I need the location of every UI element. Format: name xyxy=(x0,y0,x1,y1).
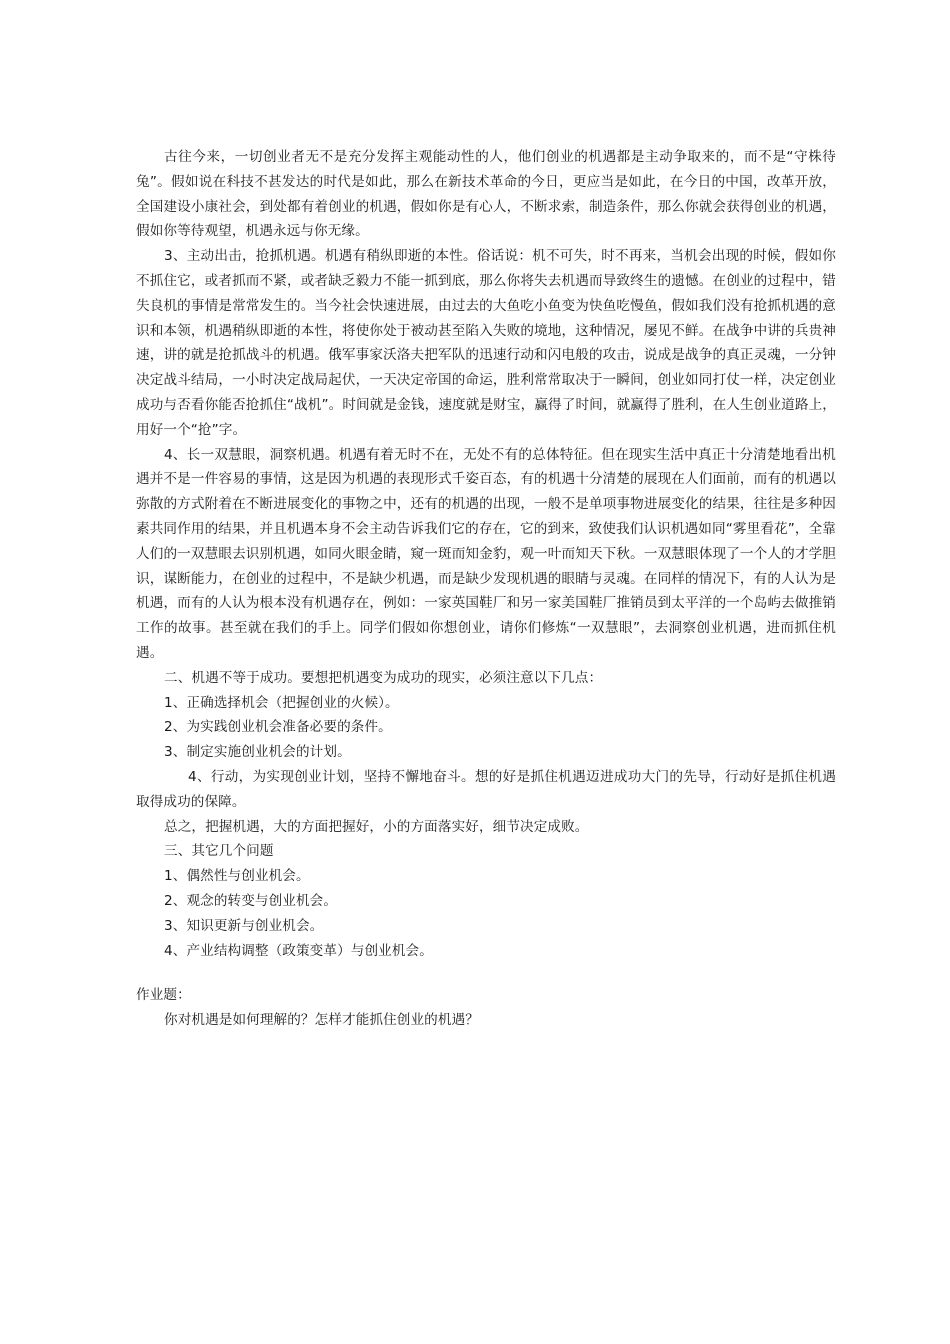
paragraph: 3、制定实施创业机会的计划。 xyxy=(164,744,351,761)
paragraph: 4、长一双慧眼，洞察机遇。机遇有着无时不在，无处不有的总体特征。但在现实生活中真正十分清楚地看出机遇并不是一件容易的事情，这是因为机遇的表现形式千姿百态，有的机遇十分清楚的展现在人们面前，而有的机遇以弥散的方式附着在不断进展变化的事物之中，还有的机遇的出现，一般不是单项事物进展变化的结果，往往是多种因素共同作用的结果，并且机遇本身不会主动告诉我们它的存在，它的到来，致使我们认识机遇如同“雾里看花”，全靠人们的一双慧眼去识别机遇，如同火眼金睛，窥一斑而知金豹，观一叶而知天下秋。一双慧眼体现了一个人的才学胆识，谋断能力，在创业的过程中，不是缺少机遇，而是缺少发现机遇的眼睛与灵魂。在同样的情况下，有的人认为是机遇，而有的人认为根本没有机遇存在，例如：一家英国鞋厂和另一家美国鞋厂推销员到太平洋的一个岛屿去做推销工作的故事。甚至就在我们的手上。同学们假如你想创业，请你们修炼“一双慧眼”，去洞察创业机遇，进而抓住机遇。 xyxy=(136,446,836,661)
document-page xyxy=(136,145,836,1033)
paragraph: 4、行动，为实现创业计划，坚持不懈地奋斗。想的好是抓住机遇迈进成功大门的先导，行动好是抓住机遇取得成功的保障。 xyxy=(136,768,836,810)
paragraph: 1、正确选择机会（把握创业的火候）。 xyxy=(164,694,399,711)
paragraph: 3、主动出击，抢抓机遇。机遇有稍纵即逝的本性。俗话说：机不可失，时不再来，当机会出现的时候，假如你不抓住它，或者抓而不紧，或者缺乏毅力不能一抓到底，那么你将失去机遇而导致终生的遗憾。在创业的过程中，错失良机的事情是常常发生的。当今社会快速进展，由过去的大鱼吃小鱼变为快鱼吃慢鱼，假如我们没有抢抓机遇的意识和本领，机遇稍纵即逝的本性，将使你处于被动甚至陷入失败的境地，这种情况，屡见不鲜。在战争中讲的兵贵神速，讲的就是抢抓战斗的机遇。俄军事家沃洛夫把军队的迅速行动和闪电般的攻击，说成是战争的真正灵魂，一分钟决定战斗结局，一小时决定战局起伏，一天决定帝国的命运，胜利常常取决于一瞬间，创业如同打仗一样，决定创业成功与否看你能否抢抓住“战机”。时间就是金钱，速度就是财宝，赢得了时间，就赢得了胜利，在人生创业道路上，用好一个“抢”字。 xyxy=(136,248,836,438)
paragraph: 古往今来，一切创业者无不是充分发挥主观能动性的人，他们创业的机遇都是主动争取来的，而不是“守株待兔”。假如说在科技不甚发达的时代是如此，那么在新技术革命的今日，更应当是如此，在今日的中国，改革开放，全国建设小康社会，到处都有着创业的机遇，假如你是有心人，不断求索，制造条件，那么你就会获得创业的机遇，假如你等待观望，机遇永远与你无缘。 xyxy=(136,149,836,240)
paragraph: 2、为实践创业机会准备必要的条件。 xyxy=(164,719,392,736)
paragraph: 4、产业结构调整（政策变革）与创业机会。 xyxy=(164,942,433,959)
paragraph: 二、机遇不等于成功。要想把机遇变为成功的现实，必须注意以下几点： xyxy=(164,669,603,686)
paragraph: 3、知识更新与创业机会。 xyxy=(164,917,324,934)
homework-label: 作业题： xyxy=(136,987,191,1004)
paragraph: 三、其它几个问题 xyxy=(164,843,274,860)
paragraph: 1、偶然性与创业机会。 xyxy=(164,868,310,885)
document-body xyxy=(136,145,836,963)
homework-question: 你对机遇是如何理解的？怎样才能抓住创业的机遇？ xyxy=(164,1012,479,1029)
paragraph: 2、观念的转变与创业机会。 xyxy=(164,892,338,909)
paragraph: 总之，把握机遇，大的方面把握好，小的方面落实好，细节决定成败。 xyxy=(164,818,589,835)
section-gap xyxy=(136,963,836,983)
